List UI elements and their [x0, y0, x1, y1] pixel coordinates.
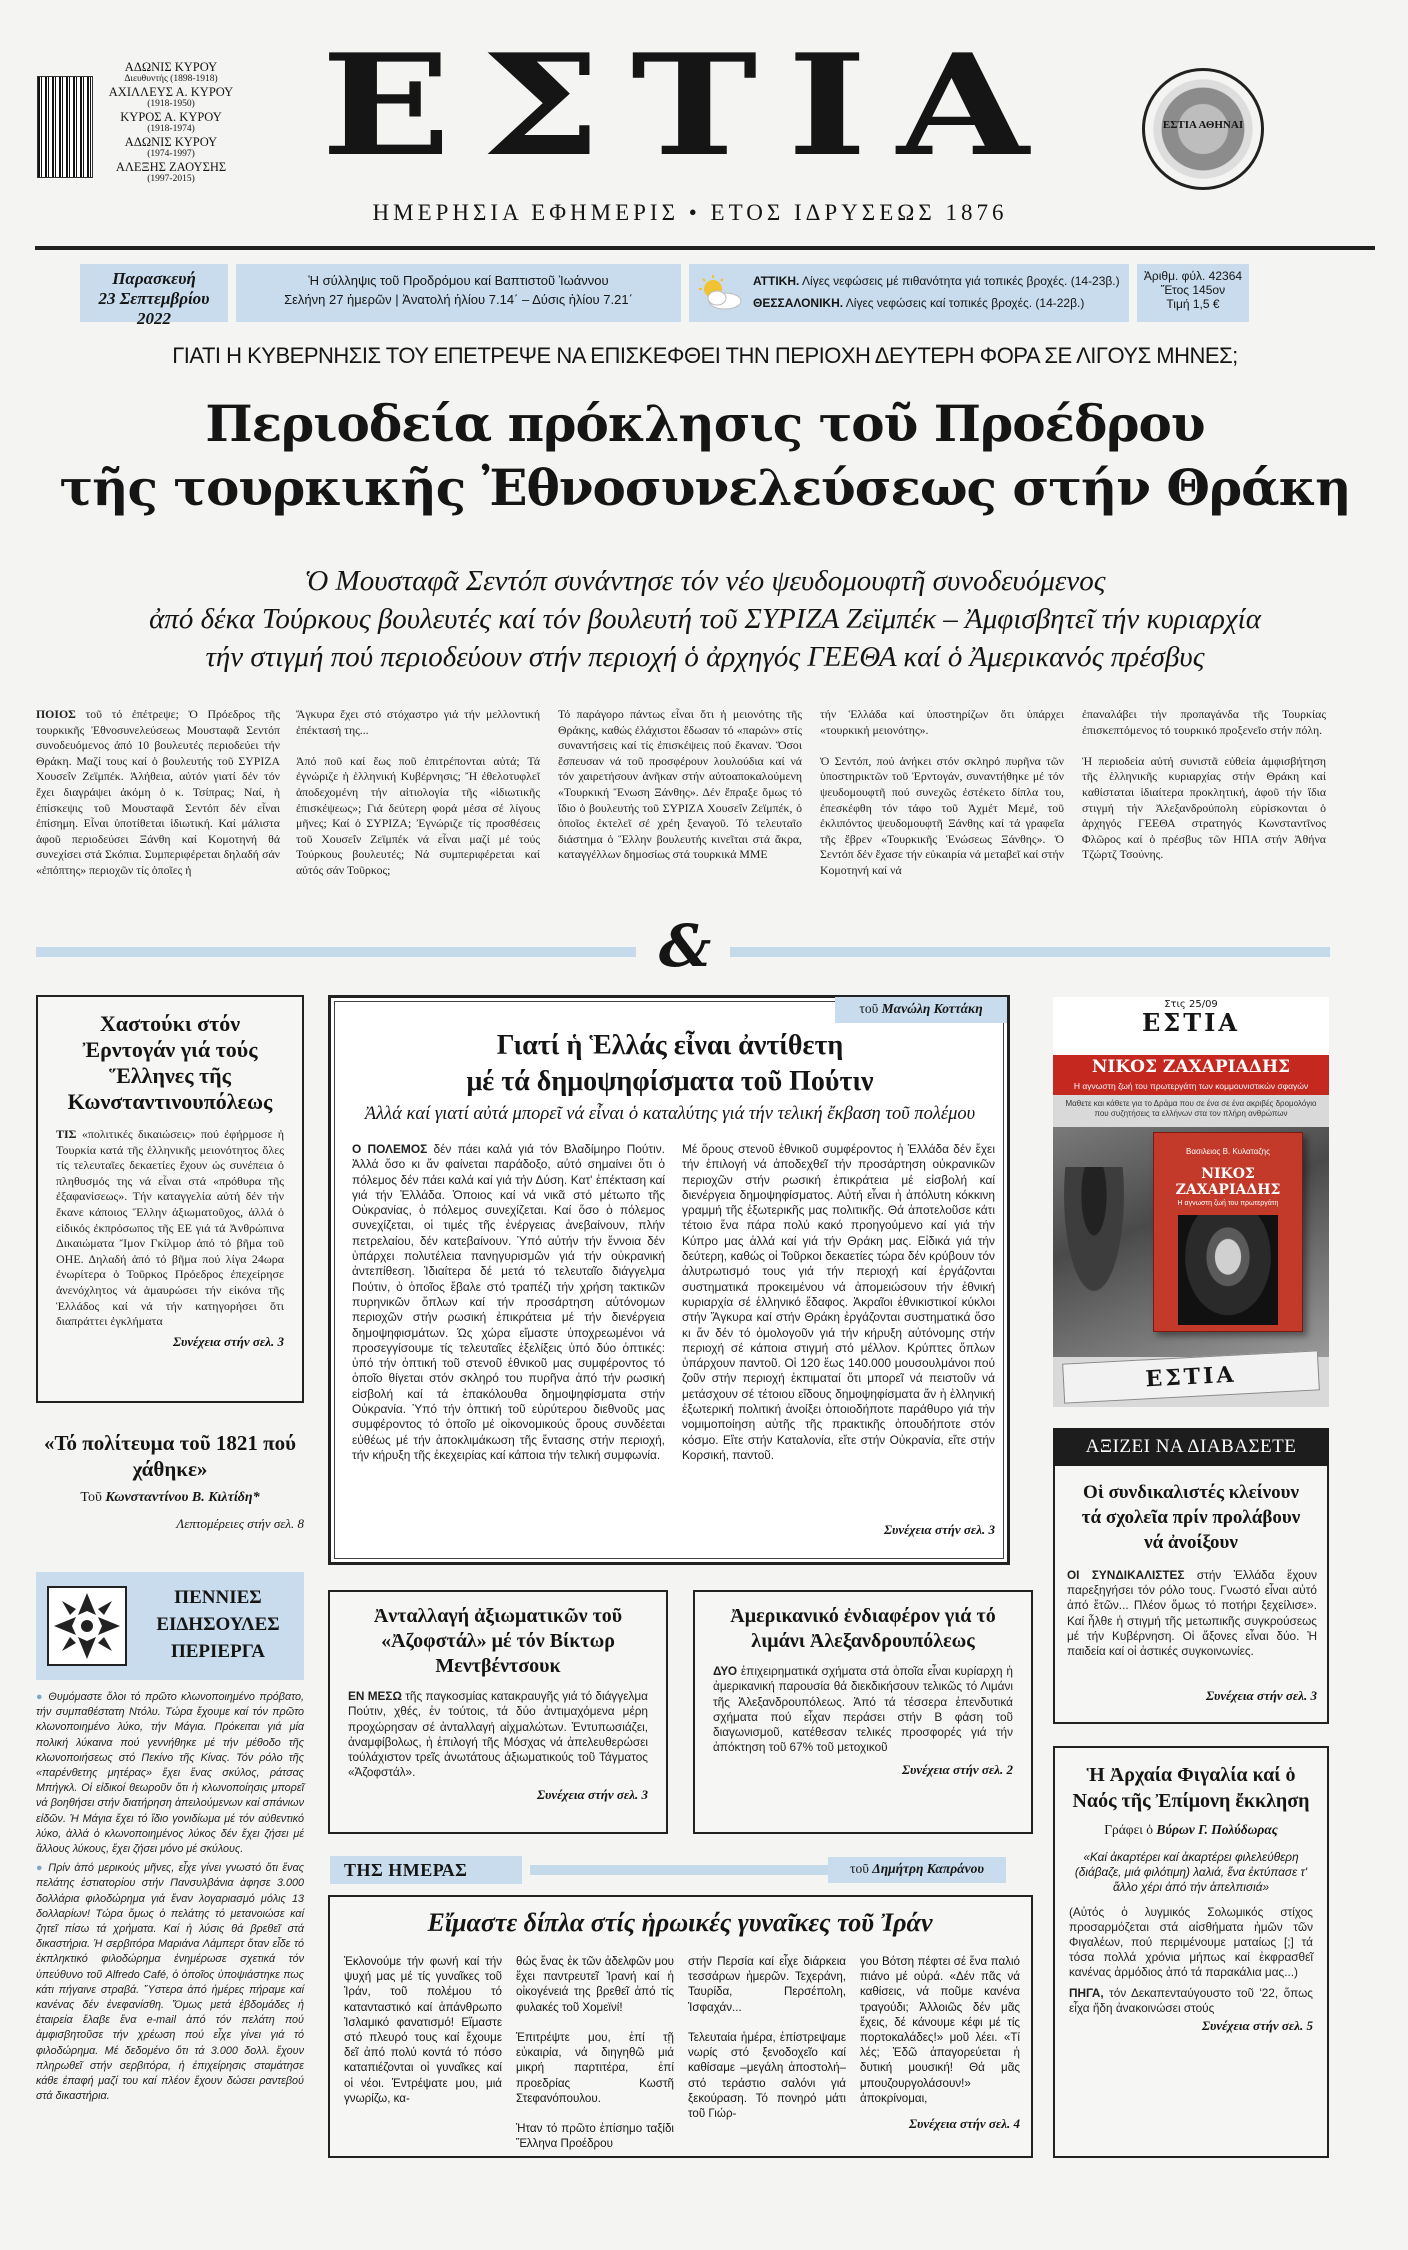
founder-name: ΚΥΡΟΣ Α. ΚΥΡΟΥ	[120, 110, 222, 124]
lead-headline-line: τῆς τουρκικῆς Ἐθνοσυνελεύσεως στήν Θράκη	[59, 458, 1351, 517]
port-text: ἐπιχειρηματικά σχήματα στά ὁποῖα εἶναι κυρίαρχη ἡ ἀμερικανική παρουσία θά διεκδικήσουν τελικῶς τό Λιμάνι τῆς Ἀλεξανδρουπόλεως. Ἀπό τά τέσσερα ἐπενδυτικά σχήματα πού εἶχαν περάσει στήν Β φάση τοῦ διαγωνισμοῦ, κατέθεσαν τελικές προσφορές γιά τήν ἀπόκτηση τοῦ 67% τοῦ μετοχικοῦ	[713, 1664, 1013, 1755]
iran-byline	[828, 1857, 1006, 1883]
worth-dropword: ΟΙ ΣΥΝΔΙΚΑΛΙΣΤΕΣ	[1067, 1568, 1185, 1582]
worth-text: στήν Ἑλλάδα ἔχουν παρεξηγήσει τόν ρόλο τους. Γνωστό εἶναι αὐτό ἀπό ἔτῶν... Πλέον ὅμως τό ποτήρι ξεχείλισε». Καί ἦλθε ἡ στιγμή τῆς μετωπικῆς συγκρούσεως μέ τήν Κυβέρνηση. Οἱ ἄξονες εἶναι δύο. Ἡ παιδεία καί οἱ ἀστικές συγκοινωνίες.	[1067, 1568, 1317, 1659]
deck-line: Ὁ Μουσταφᾶ Σεντόπ συνάντησε τόν νέο ψευδομουφτῆ συνοδευόμενος	[304, 565, 1106, 597]
port-title: Ἀμερικανικό ἐνδιαφέρον γιά τό λιμάνι Ἀλεξανδρουπόλεως	[730, 1605, 996, 1652]
founder-note: (1974-1997)	[147, 149, 195, 159]
fialia-box	[1053, 1746, 1329, 2158]
barcode	[37, 76, 93, 178]
politeuma-title: «Τό πολίτευμα τοῦ 1821 πού χάθηκε»	[43, 1431, 297, 1481]
fialia-title: Ἡ Ἀρχαία Φιγαλία καί ὁ Ναός τῆς Ἐπίμονη ἔκκληση	[1072, 1764, 1310, 1812]
date: 23 Σεπτεμβρίου 2022	[98, 289, 210, 328]
masthead-title: ΕΣΤΙΑ	[321, 23, 1059, 188]
erdogan-title: Χαστούκι στόν Ἐρντογάν γιά τούς Ἕλληνες τῆς Κωνσταντινουπόλεως	[67, 1011, 273, 1114]
pennies-body	[36, 1690, 304, 2104]
pennies-text: Θυμόμαστε ὅλοι τό πρῶτο κλωνοποιημένο πρόβατο, τήν συμπαθέστατη Ντόλυ. Τώρα ἔχουμε καί τόν πρῶτο κλωνοποιημένο λύκο, τήν Μάγια. Πρόκειται γιά μία πολική λύκαινα πού γεννήθηκε μέ τήν μέθοδο τῆς κλωνοποιήσεως στό Πεκίνο τῆς Κίνας. Τόν ρόλο τῆς «παρένθετης μητέρας» ἔχει ἕνας σκύλος, ράτσας Μπήγκλ. Οἱ εἰδικοί θεωροῦν ὅτι ἡ κλωνοποίησις μπορεῖ νά βοηθήσει στήν διατήρηση ἀπειλούμενων καί σπάνιων εἰδῶν. Ἡ Μάγια ἔχει τό ἴδιο γονιδίωμα μέ τόν αὐθεντικό λύκο, ἀλλά ὁ κλωνοποιημένος λύκος δέν ἔχει ζήσει μέ ἄλλους λύκους, ἔχει ζήσει μόνο μέ σκύλους.	[36, 1691, 304, 1856]
weather-text: Λίγες νεφώσεις μέ πιθανότητα γιά τοπικές βροχές. (14-23β.)	[799, 274, 1120, 288]
putin-title	[340, 1028, 1000, 1100]
azovstal-box	[328, 1590, 668, 1834]
lead-column-4: τήν Ἑλλάδα καί ὑποστηρίζων ὅτι ὑπάρχει «τουρκική μειονότης». Ὁ Σεντόπ, πού ἀνήκει στόν σκληρό πυρῆνα τῶν ὑποστηρικτῶν τοῦ Ἐρντογάν, συναντήθηκε μέ τόν ψευδομουφτῆ πού συνεχῶς ἐστέκετο δίπλα του, ἐπεσκέφθη τόν τάφο τοῦ Ἀχμέτ Μεμέ, τοῦ ἐκλιπόντος ψευδομουφτῆ Ξάνθης καί τά γραφεῖα τῆς ἕβρεν «Τουρκικῆς Ἑνώσεως Ξάνθης». Ὁ Σεντόπ δέν ἔχασε τήν εὐκαιρία νά μεταβεῖ καί στήν Κομοτηνή καί νά	[820, 707, 1064, 877]
masthead-rule	[35, 246, 1375, 250]
putin-deck: Ἀλλά καί γιατί αὐτά μπορεῖ νά εἶναι ὁ καταλύτης γιά τήν τελική ἔκβαση τοῦ πολέμου	[364, 1104, 976, 1124]
sun-moon: Σελήνη 27 ἡμερῶν | Ἀνατολή ἡλίου 7.14΄ – Δύσις ἡλίου 7.21΄	[284, 292, 633, 307]
erdogan-box	[36, 995, 304, 1403]
iran-title: Εἴμαστε δίπλα στίς ἡρωικές γυναῖκες τοῦ Ἰράν	[427, 1908, 933, 1937]
pennies-title-line: ΠΕΝΝΙΕΣ	[174, 1587, 262, 1608]
masthead-subtitle: ΗΜΕΡΗΣΙΑ ΕΦΗΜΕΡΙΣ • ΕΤΟΣ ΙΔΡΥΣΕΩΣ 1876	[372, 200, 1008, 225]
founders-list	[96, 60, 246, 185]
erdogan-text: «πολιτικές δικαιώσεις» πού ἐφήρμοσε ἡ Τουρκία κατά τῆς ἑλληνικῆς μειονότητος ὅλες τίς τελευταῖες δεκαετίες ἔχουν ὡς συνέπεια ὁ πληθυσμός της νά εἶναι στά «πρόθυρα τῆς ἐξαφανίσεως». Τήν καταγγελία αὐτή δέν τήν ἔκανε κάποιος Ἕλλην ἀξιωματοῦχος, ἀλλά ὁ εἰδικός ἐκπρόσωπος τῆς ΕΕ γιά τά Ἀνθρώπινα Δικαιώματα Ἴμον Γκίλμορ ἀπό τό βῆμα τοῦ ΟΗΕ. Δηλαδή ἀπό τό βῆμα πού λίγα 24ωρα ἐνωρίτερα ὁ Τοῦρκος Πρόεδρος ἐπεχείρησε ἀνενόχλητος νά ἀμαυρώσει τήν εἰκόνα τῆς Ἑλλάδος καί νά τήν κατηγορήσει ὅτι διαπράττει ἐγκλήματα	[56, 1127, 284, 1329]
founder-note: (1918-1950)	[147, 99, 195, 109]
section-label: ΤΗΣ ΗΜΕΡΑΣ	[330, 1856, 522, 1884]
promo-paper-strip: ΕΣΤΙΑ	[1062, 1350, 1320, 1403]
founder-name: ΑΛΕΞΗΣ ΖΑΟΥΣΗΣ	[115, 160, 227, 174]
ampersand: &	[658, 912, 712, 980]
book-title: ΝΙΚΟΣ ΖΑΧΑΡΙΑΔΗΣ	[1175, 1166, 1281, 1198]
weather-icon	[695, 273, 745, 313]
azovstal-title: Ἀνταλλαγή ἀξιωματικῶν τοῦ «Ἀζοφστάλ» μέ τόν Βίκτωρ Μεντβέντσουκ	[373, 1605, 623, 1677]
fialia-dropword: ΠΗΓΑ,	[1069, 1986, 1104, 2000]
issue-box	[1137, 264, 1249, 322]
founder-name: ΑΧΙΛΛΕΥΣ Α. ΚΥΡΟΥ	[108, 85, 234, 99]
seal-text: ΕΣΤΙΑ ΑΘΗΝΑΙ	[1162, 119, 1244, 131]
weather-box	[689, 264, 1129, 322]
lead-deck	[20, 562, 1390, 676]
lead-column-2: Ἄγκυρα ἔχει στό στόχαστρο γιά τήν μελλοντική ἐπέκτασή της... Ἀπό ποῦ καί ἕως ποῦ ἐπιτρέπονται αὐτά; Τά ἐγνώριζε ἡ ἑλληνική Κυβέρνησις; Ἤ ἐθελοτυφλεῖ ἀποδεχομένη τήν αἰτιολογία τῆς «ἰδιωτικῆς ἐπισκέψεως»; Γιά δεύτερη φορά μέσα σέ λίγους μῆνες; Καί ὁ ΣΥΡΙΖΑ; Ἐγνώριζε τίς προσθέσεις τοῦ Χουσεΐν Ζεϊμπέκ νά εἶναι μαζί μέ τούς Τούρκους βουλευτές; Νά συμπεριφέρεται καί αὐτός σάν Τοῦρκος;	[296, 707, 540, 877]
feast-day: Ἡ σύλληψις τοῦ Προδρόμου καί Βαπτιστοῦ Ἰωάννου	[308, 273, 609, 288]
year: Ἔτος 145ον	[1160, 283, 1226, 297]
pennies-header	[36, 1572, 304, 1680]
weather-text: Λίγες νεφώσεις καί τοπικές βροχές. (14-22β.)	[843, 296, 1085, 310]
putin-column-1	[352, 1142, 665, 1463]
divider-stripe	[730, 947, 1330, 957]
divider-stripe	[36, 947, 636, 957]
fialia-author: Βύρων Γ. Πολύδωρας	[1156, 1822, 1278, 1837]
section-stripe	[530, 1865, 830, 1875]
date-box	[80, 264, 228, 328]
founder-name: ΑΔΩΝΙΣ ΚΥΡΟΥ	[124, 135, 218, 149]
founder-note: (1918-1974)	[147, 124, 195, 134]
worth-title: Οἱ συνδικαλιστές κλείνουν τά σχολεῖα πρίν προλάβουν νά ἀνοίξουν	[1081, 1482, 1301, 1553]
founder-note: (1997-2015)	[147, 174, 195, 184]
iran-column-1: Ἐκλονούμε τήν φωνή καί τήν ψυχή μας μέ τίς γυναῖκες τοῦ Ἰράν, τοῦ πολέμου τό κατανταστικό καί ἀπάνθρωπο Ἰσλαμικό φανατισμό! Εἴμαστε στό πλευρό τους καί ἔχουμε δεῖ ἀπό πολύ κοντά τό πόσο καταπιέζονται οἱ γυναῖκες καί οἱ νέοι. Ἐντρέψατε μου, μιά γνωρίζω, κα-	[344, 1955, 502, 2105]
fialia-continue-link[interactable]: Συνέχεια στήν σελ. 5	[1202, 2018, 1313, 2033]
port-continue-link[interactable]: Συνέχεια στήν σελ. 2	[902, 1761, 1013, 1777]
weekday: Παρασκευή	[112, 269, 196, 288]
book-subtitle: Η αγνωστη ζωή του πρωτεργάτη	[1177, 1200, 1279, 1207]
worth-header: ΑΞΙΖΕΙ ΝΑ ΔΙΑΒΑΣΕΤΕ	[1053, 1428, 1329, 1466]
pennies-item: ● Πρίν ἀπό μερικούς μῆνες, εἶχε γίνει γνωστό ὅτι ἕνας πελάτης ἑστιατορίου στήν Πανσυλβάνια ἀφησε 3.000 δολλάρια φιλοδώρημα γιά ἕναν λογαριασμό μόλις 13 δολλαρίων! Τώρα ὅμως ὁ πελάτης τό μετανοιώσε καί ζητεῖ πίσω τά χρήματα. Καί ἡ λύσις θά βρεθεῖ στά δικαστήρια. Ἡ σερβιτόρα Μαριάνα Λάμπερτ ὅταν εἶδε τό ἐκπληκτικό φιλοδώρημα ἐνημέρωσε σχετικά τόν ὑπεύθυνο τοῦ Alfredo Café, ὁ ὁποῖος ὑποψιάστηκε πως κάτι πήγαινε στραβά. Ὕστερα ἀπό ἡμέρες πήραμε καί κανένας δέν ἐνεφανίσθη. Ὅμως μετά ἑβδομάδες ἡ ἑταιρεία ἔλαβε ἕνα e-mail ἀπό τόν πελάτη πού ἀμφισβητοῦσε τήν χρέωση πού εἶχε γίνει γιά τό φιλοδώρημα. Μέ δεδομένο ὅτι τά 3.000 δολλ. ἔχουν πληρωθεῖ στήν σερβιτόρα, ἡ ἐπιχείρησις σταμάτησε κάθε ἐπαφή μαζί του καί πλέον ἔχουν δώσει ραντεβού στά δικαστήρια.	[36, 1862, 304, 2103]
book-promo[interactable]	[1053, 997, 1329, 1407]
book-author: Βασιλειος Β. Κυλαταζης	[1186, 1147, 1270, 1156]
founder-note: Διευθυντής (1898-1918)	[124, 74, 218, 84]
lead-column-1	[36, 707, 280, 879]
book-cover	[1153, 1132, 1303, 1332]
promo-tagline: Η αγνωστη ζωή του πρωτεργάτη των κομμουνιστικών σφαγών	[1053, 1079, 1329, 1095]
azovstal-dropword: ΕΝ ΜΕΣΩ	[348, 1689, 402, 1703]
port-dropword: ΔΥΟ	[713, 1664, 738, 1678]
promo-headline: ΝΙΚΟΣ ΖΑΧΑΡΙΑΔΗΣ	[1053, 1055, 1329, 1079]
iran-column-2: θώς ἔνας ἐκ τῶν ἀδελφῶν μου ἔχει παντρευτεῖ Ἰρανή καί ἡ οἰκογένειά της βρεθεῖ ἀπό τίς φυλακές τοῦ Χομεϊνί! Ἐπιτρέψτε μου, ἐπί τῇ εὐκαιρία, νά διηγηθῶ μιά μικρή παρτιτέρα, ἐπί προεδρίας Κωστῆ Στεφανόπουλου. Ἡταν τό πρῶτο ἐπίσημο ταξίδι Ἕλληνα Προέδρου	[516, 1955, 674, 2151]
worth-continue-link[interactable]: Συνέχεια στήν σελ. 3	[1206, 1688, 1317, 1703]
weather-region: ΘΕΣΣΑΛΟΝΙΚΗ.	[753, 296, 844, 310]
portrait-photo	[1178, 1215, 1278, 1325]
soldier-figure	[1059, 1167, 1129, 1307]
iran-column-3: στήν Περσία καί εἶχε διάρκεια τεσσάρων ἡμερῶν. Τεχεράνη, Ταυρίδα, Περσέπολη, Ἰσφαχάν... Τελευταία ἡμέρα, ἐπίστρεψαμε νωρίς στό ξενοδοχεῖο καί καθίσαμε –μεγάλη ἀποστολή– στό τεράστιο σαλόνι γιά ξεκούραση. Τό πονηρό μάτι τοῦ Γιώρ-	[688, 1955, 846, 2121]
byline-prefix: τοῦ	[850, 1861, 873, 1876]
putin-text: δέν πάει καλά γιά τόν Βλαδίμηρο Πούτιν. Ἀλλά ὅσο κι ἄν φαίνεται παράδοξο, αὐτό σημαίνει ὅτι ὁ πόλεμος δέν πάει καλά καί γιά τήν Δύση. Κατ' ἐπέκταση καί γιά τήν Ἑλλάδα. Ὁποιος καί νά νικᾶ στό μέτωπο τῆς Οὐκρανίας, ὁ πόλεμος συνεχίζεται. Καί ὅσο ὁ πόλεμος συνεχίζεται, οἱ τιμές τῆς ἐνέργειας ἀνεβαίνουν, πλήν πετρελαίου, δέν κατεβαίνουν. Ὑπό αὐτήν τήν ἔννοια δέν ὑπάρχει πολυτέλεια πανηγυρισμῶν γιά τήν οὐκρανική ἀντεπίθεση. Ἰδιαίτερα δέ μετά τό τελευταῖο διάγγελμα Πούτιν, ὁ ὁποῖος ἔβαλε στό τραπέζι τήν χρήση τακτικῶν πυρηνικῶν ὅπλων καί τήν προσάρτηση αὐτόνομων περιοχῶν στήν ρωσική ἐπικράτεια μέ τήν διενέργεια δημοψηφισμάτων. Ὡς χώρα εἴμαστε ὑποχρεωμένοι νά προσεγγίσουμε τίς τελευταῖες ἐξελίξεις ὑπό δύο ὀπτικές: ὑπό τήν ὀπτική τοῦ στενοῦ ἐθνικοῦ μας συμφέροντος τό ὁποῖο θίγεται στόν σκληρό του πυρῆνα ἀπό τήν ρωσική εἰσβολή καί τά ἐπακόλουθα δημοψηφίσματα στήν Οὐκρανία. Ὑπό τήν ὀπτική τοῦ εὐρύτερου διεθνοῦς μας συμφέροντος τό ὁποῖο μέ οἰκονομικούς ὅρους συνδέεται εὐθέως μέ τήν ἀποκλιμάκωση τῆς ἔντασης στήν περιοχή, τήν κήρυξη τῆς ἐκεχειρίας καί κάποια τήν τελική συμφωνία.	[352, 1142, 665, 1462]
promo-paper: ΕΣΤΙΑ	[1142, 1008, 1240, 1037]
lead-headline-line: Περιοδεία πρόκλησις τοῦ Προέδρου	[205, 394, 1205, 453]
azovstal-text: τῆς παγκοσμίας κατακραυγῆς γιά τό διάγγελμα Πούτιν, χθές, ἐν τούτοις, τά δύο ἀντιμαχόμενα μέρη προχώρησαν σέ ἀνταλλαγή αἰχμαλώτων. Ἐντυπωσιάζει, ἀναμφίβολως, ἡ ἐπιλογή τῆς Μόσχας νά ἀπελευθερώσει τούλάχιστον τρεῖς ἀνωτάτους ἀξιωματικούς τοῦ Τάγματος «Ἀζοφστάλ».	[348, 1689, 648, 1780]
lead-headline	[20, 392, 1390, 520]
author-prefix: Τοῦ	[80, 1490, 106, 1505]
ornament-icon	[46, 1585, 128, 1667]
deck-line: ἀπό δέκα Τούρκους βουλευτές καί τόν βουλευτή τοῦ ΣΥΡΙΖΑ Ζεϊμπέκ – Ἀμφισβητεῖ τήν κυριαρχία	[149, 603, 1261, 635]
author-prefix: Γράφει ὁ	[1104, 1822, 1157, 1837]
fialia-text: τόν Δεκαπενταύγουστο τοῦ '22, ὅπως εἶχα ἤδη ἀνακοινώσει στούς	[1069, 1986, 1313, 2015]
port-box	[693, 1590, 1033, 1834]
putin-author: Μανώλη Κοττάκη	[881, 1001, 983, 1016]
politeuma-author: Κωνσταντίνου Β. Κιλτίδη*	[105, 1490, 260, 1505]
pennies-title-line: ΠΕΡΙΕΡΓΑ	[170, 1641, 266, 1662]
putin-dropword: Ο ΠΟΛΕΜΟΣ	[352, 1142, 428, 1156]
promo-blurb: Μαθετε και κάθετε για το Δράμα που σε ένα σε ένα ακριβές δρομολόγιο που συζητήσεις τα ελλήνων στα τον πλήρη ανθρώπων	[1065, 1099, 1317, 1118]
putin-title-line: μέ τά δημοψηφίσματα τοῦ Πούτιν	[466, 1066, 874, 1097]
pennies-title-line: ΕΙΔΗΣΟΥΛΕΣ	[156, 1614, 280, 1635]
iran-author: Δημήτρη Καπράνου	[872, 1861, 984, 1876]
fialia-text: (Αὐτός ὁ λυγμικός Σολωμικός στίχος προσαρμόζεται στά αἰσθήματα ἡμῶν τῶν Φιγαλέων, πού περιμένουμε ματαίως [;] τά τόσα πολλά χρόνια μήπως καί ἐκφρασθεῖ κανένας ἁρμόδιος ἀπό τά παρακάλια μας...)	[1069, 1905, 1313, 1979]
price: Τιμή 1,5 €	[1166, 297, 1220, 311]
pennies-item: ● Θυμόμαστε ὅλοι τό πρῶτο κλωνοποιημένο πρόβατο, τήν συμπαθέστατη Ντόλυ. Τώρα ἔχουμε καί τόν πρῶτο κλωνοποιημένο λύκο, τήν Μάγια. Πρόκειται γιά μία πολική λύκαινα πού γεννήθηκε μέ τήν μέθοδο τῆς κλωνοποιήσεως στό Πεκίνο τῆς Κίνας. Τόν ρόλο τῆς «παρένθετης μητέρας» ἔχει ἕνας σκύλος, ράτσας Μπήγκλ. Οἱ εἰδικοί θεωροῦν ὅτι ἡ κλωνοποίησις μπορεῖ νά βοηθήσει στήν διατήρηση ἀπειλούμενων καί σπάνιων εἰδῶν. Ἡ Μάγια ἔχει τό ἴδιο γονιδίωμα μέ τόν αὐθεντικό λύκο, ἀλλά ὁ κλωνοποιημένος λύκος δέν ἔχει ζήσει μέ ἄλλους λύκους, ἔχει ζήσει μόνο μέ σκύλους.	[36, 1691, 304, 1856]
lead-column-3: Τό παράγορο πάντως εἶναι ὅτι ἡ μειονότης τῆς Θράκης, καθώς ἐλάχιστοι ἔδωσαν τό «παρών» στίς συναντήσεις καί τίς ἐπισκέψεις πού ἔκαναν. Ὅσοι ἔσπευσαν νά τοῦ προσφέρουν λουλούδια καί νά τόν χαιρετήσουν ἀνῆκαν στήν αὐτοαποκαλούμενη «Τουρκική Ἕνωση Ξάνθης». Δέν ἔπραξε ὅμως τό ἴδιο ὁ βουλευτής τοῦ ΣΥΡΙΖΑ Χουσεΐν Ζεϊμπέκ, ὁ ὁποῖος ἐκτελεῖ σέ χρέη ξεναγοῦ. Τό τελευταῖο διάστημα ὁ Ἕλλην βουλευτής κινεῖται στά ἄκρα, καταγγέλλων δημοσίως στά τουρκικά ΜΜΕ	[558, 707, 802, 862]
putin-title-line: Γιατί ἡ Ἑλλάς εἶναι ἀντίθετη	[496, 1030, 844, 1061]
fialia-quote: «Καί ἀκαρτέρει καί ἀκαρτέρει φιλελεύθερη (διάβαζε, μιά φιλότιμη) λαλιά, ἕνα ἐκτύπασε τ' ἄλλο χέρι ἀπό τήν ἀπελπισιά»	[1074, 1850, 1308, 1894]
worth-body	[1067, 1568, 1317, 1659]
issue-number: Ἀριθμ. φύλ. 42364	[1143, 269, 1243, 283]
erdogan-continue-link[interactable]: Συνέχεια στήν σελ. 3	[173, 1333, 284, 1349]
seal-logo	[1142, 68, 1264, 190]
putin-byline	[835, 997, 1007, 1023]
putin-continue-link[interactable]: Συνέχεια στήν σελ. 3	[884, 1522, 995, 1537]
lead-column-5: ἐπαναλάβει τήν προπαγάνδα τῆς Τουρκίας ἐπισκεπτόμενος τό τουρκικό προξενεῖο στήν πόλη. Ἡ περιοδεία αὐτή συνιστᾶ εὐθεία ἀμφισβήτηση τῆς ἑλληνικῆς κυριαρχίας στήν Θράκη καί καθίσταται ἰδιαίτερα προκλητική, ἀφοῦ τήν ἴδια στιγμή τήν Ἀλεξανδρούπολη εὑρίσκονται ὁ ἀρχηγός ΓΕΕΘΑ στρατηγός Κωνσταντῖνος Φλῶρος καί ὁ πρέσβυς τῶν ΗΠΑ στήν Ἀθήνα Τζώρτζ Τσούνης.	[1082, 707, 1326, 862]
deck-line: τήν στιγμή πού περιοδεύουν στήν περιοχή ὁ ἀρχηγός ΓΕΕΘΑ καί ὁ Ἀμερικανός πρέσβυς	[205, 641, 1205, 673]
iran-continue-link[interactable]: Συνέχεια στήν σελ. 4	[909, 2116, 1020, 2131]
putin-column-2: Μέ ὅρους στενοῦ ἐθνικοῦ συμφέροντος ἡ Ἑλλάδα δέν ἔχει τήν ἐπιλογή νά ἀποδεχθεῖ τήν προσάρτηση οὐκρανικῶν περιοχῶν στήν ρωσική ἐπικράτεια μέ εἰσβολή καί διενέργεια δημοψηφίσματος. Αὐτή εἶναι ἡ ἀπόλυτη κόκκινη γραμμή τῆς ἐξωτερικῆς μας πολιτικῆς. Θά ἀποτελοῦσε κάτι τέτοιο ἕνα πάρα πολύ κακό προηγούμενο καί γιά τήν Κύπρο μας ἀλλά καί γιά τήν Θράκη μας. Εἰδικά γιά τήν δεύτερη, καθώς οἱ Τοῦρκοι δεκαετίες τώρα δέν κρύβουν τόν ἀλυτρωτισμό τους γιά τήν περιοχή καί ἐργάζονται συστηματικά προκειμένου νά ἀπομειώσουν τήν ἐθνική κυριαρχία σέ ἑλληνικό ἔδαφος. Ἀκραῖοι ἐθνικιστικοί κύκλοι στήν Ἄγκυρα καί στήν Θράκη ἐργάζονται συστηματικά ὅσο κι ἄν δέν τό ὁμολογοῦν γιά τήν κήρυξη αὐτόνομης στήν περιοχή σέ κάποια στιγμή στό μέλλον. Κρύπτες ὅπλων ὑπάρχουν παντοῦ. Οἱ 120 ἕως 140.000 μουσουλμάνοι πού ζοῦν στήν περιοχή ἐκπιματαί ὅτι μπορεῖ νά πειστοῦν νά μετάσχουν σέ τέτοιου εἴδους δημοψηφίσματα ἄν ἡ ἑλληνική ἐξωτερική πολιτική ἀνοίξει ὁποιοδήποτε παράθυρο γιά τήν νομιμοποίηση αὐτῆς τῆς πρακτικῆς ὁπουδήποτε στόν κόσμο. Εἴτε στήν Καταλονία, εἴτε στήν Οὐκρανία, εἴτε στήν Κορσική, παντοῦ.	[682, 1142, 995, 1462]
erdogan-dropword: ΤΙΣ	[56, 1127, 77, 1141]
lead-kicker: ΓΙΑΤΙ Η ΚΥΒΕΡΝΗΣΙΣ ΤΟΥ ΕΠΕΤΡΕΨΕ ΝΑ ΕΠΙΣΚΕΦΘΕΙ ΤΗΝ ΠΕΡΙΟΧΗ ΔΕΥΤΕΡΗ ΦΟΡΑ ΣΕ ΛΙΓΟΥΣ ΜΗΝΕΣ;	[172, 343, 1238, 368]
politeuma-more-link[interactable]: Λεπτομέρειες στήν σελ. 8	[176, 1516, 304, 1531]
byline-prefix: τοῦ	[859, 1001, 882, 1016]
lead-text: τοῦ τό ἐπέτρεψε; Ὁ Πρόεδρος τῆς τουρκικῆς Ἐθνοσυνελεύσεως Μουσταφᾶ Σεντόπ συνοδευόμενος ἀπό 10 βουλευτές περιοδεύει τήν Θράκη. Μαζί τους καί ὁ βουλευτής τοῦ ΣΥΡΙΖΑ Χουσεΐν Ζεϊμπέκ. Ἀλήθεια, αὐτόν γιατί δέν τόν ἔχει διαγράψει ἀκόμη ὁ κ. Τσίπρας; Ναί, ἡ ἐπίσκεψις τοῦ Μουσταφᾶ Σεντόπ δέν εἶναι ἐπίσημη. Εἶναι ὑποτίθεται ἰδιωτική. Καί μάλιστα ἀφοῦ περιοδεύσει Ξάνθη καί Κομοτηνή θά συνεχίσει στά Σκόπια. Συμπεριφέρεται δηλαδή σάν «ἐπόπτης» περιοχῶν τίς ὁποῖες ἡ	[36, 707, 280, 877]
founder-name: ΑΔΩΝΙΣ ΚΥΡΟΥ	[124, 60, 218, 74]
pennies-text: Πρίν ἀπό μερικούς μῆνες, εἶχε γίνει γνωστό ὅτι ἕνας πελάτης ἑστιατορίου στήν Πανσυλβάνια ἀφησε 3.000 δολλάρια φιλοδώρημα γιά ἕναν λογαριασμό μόλις 13 δολλαρίων! Τώρα ὅμως ὁ πελάτης τό μετανοιώσε καί ζητεῖ πίσω τά χρήματα. Καί ἡ λύσις θά βρεθεῖ στά δικαστήρια. Ἡ σερβιτόρα Μαριάνα Λάμπερτ ὅταν εἶδε τό ἐκπληκτικό φιλοδώρημα ἐνημέρωσε σχετικά τόν ὑπεύθυνο τοῦ Alfredo Café, ὁ ὁποῖος ὑποψιάστηκε πως κάτι πήγαινε στραβά. Ὕστερα ἀπό ἡμέρες πήραμε καί κανένας δέν ἐνεφανίσθη. Ὅμως μετά ἑβδομάδες ἡ ἑταιρεία ἔλαβε ἕνα e-mail ἀπό τόν πελάτη πού ἀμφισβητοῦσε τήν χρέωση πού εἶχε γίνει γιά τό φιλοδώρημα. Μέ δεδομένο ὅτι τά 3.000 δολλ. ἔχουν πληρωθεῖ στήν σερβιτόρα, ἡ ἐπιχείρησις σταμάτησε κάθε ἐπαφή μαζί του καί πλέον ἔχουν δώσει ραντεβού στά δικαστήρια.	[36, 1862, 304, 2103]
politeuma-box	[36, 1430, 304, 1532]
weather-region: ΑΤΤΙΚΗ.	[753, 274, 800, 288]
feast-box	[236, 264, 681, 322]
lead-dropword: ΠΟΙΟΣ	[36, 707, 76, 721]
azovstal-continue-link[interactable]: Συνέχεια στήν σελ. 3	[537, 1786, 648, 1802]
promo-date: Στις 25/09	[1164, 999, 1218, 1010]
iran-column-4: γου Βότση πέφτει σέ ἕνα παλιό πιάνο μέ οὐρά. «Δέν πᾶς νά καθίσεις, νά ποῦμε κανένα τραγούδι; Ἀλλοιῶς δέν μᾶς ἔχεις, δέ κάνουμε κέφι μέ τίς πορτοκαλάδες!» μοῦ λέει. «Τί λές; Ἐδῶ ἀπαγορεύεται ἡ δυτική μουσική! Θά μᾶς μπουζουργολάσουν!» ἀποκρίνομαι,	[860, 1955, 1020, 2105]
